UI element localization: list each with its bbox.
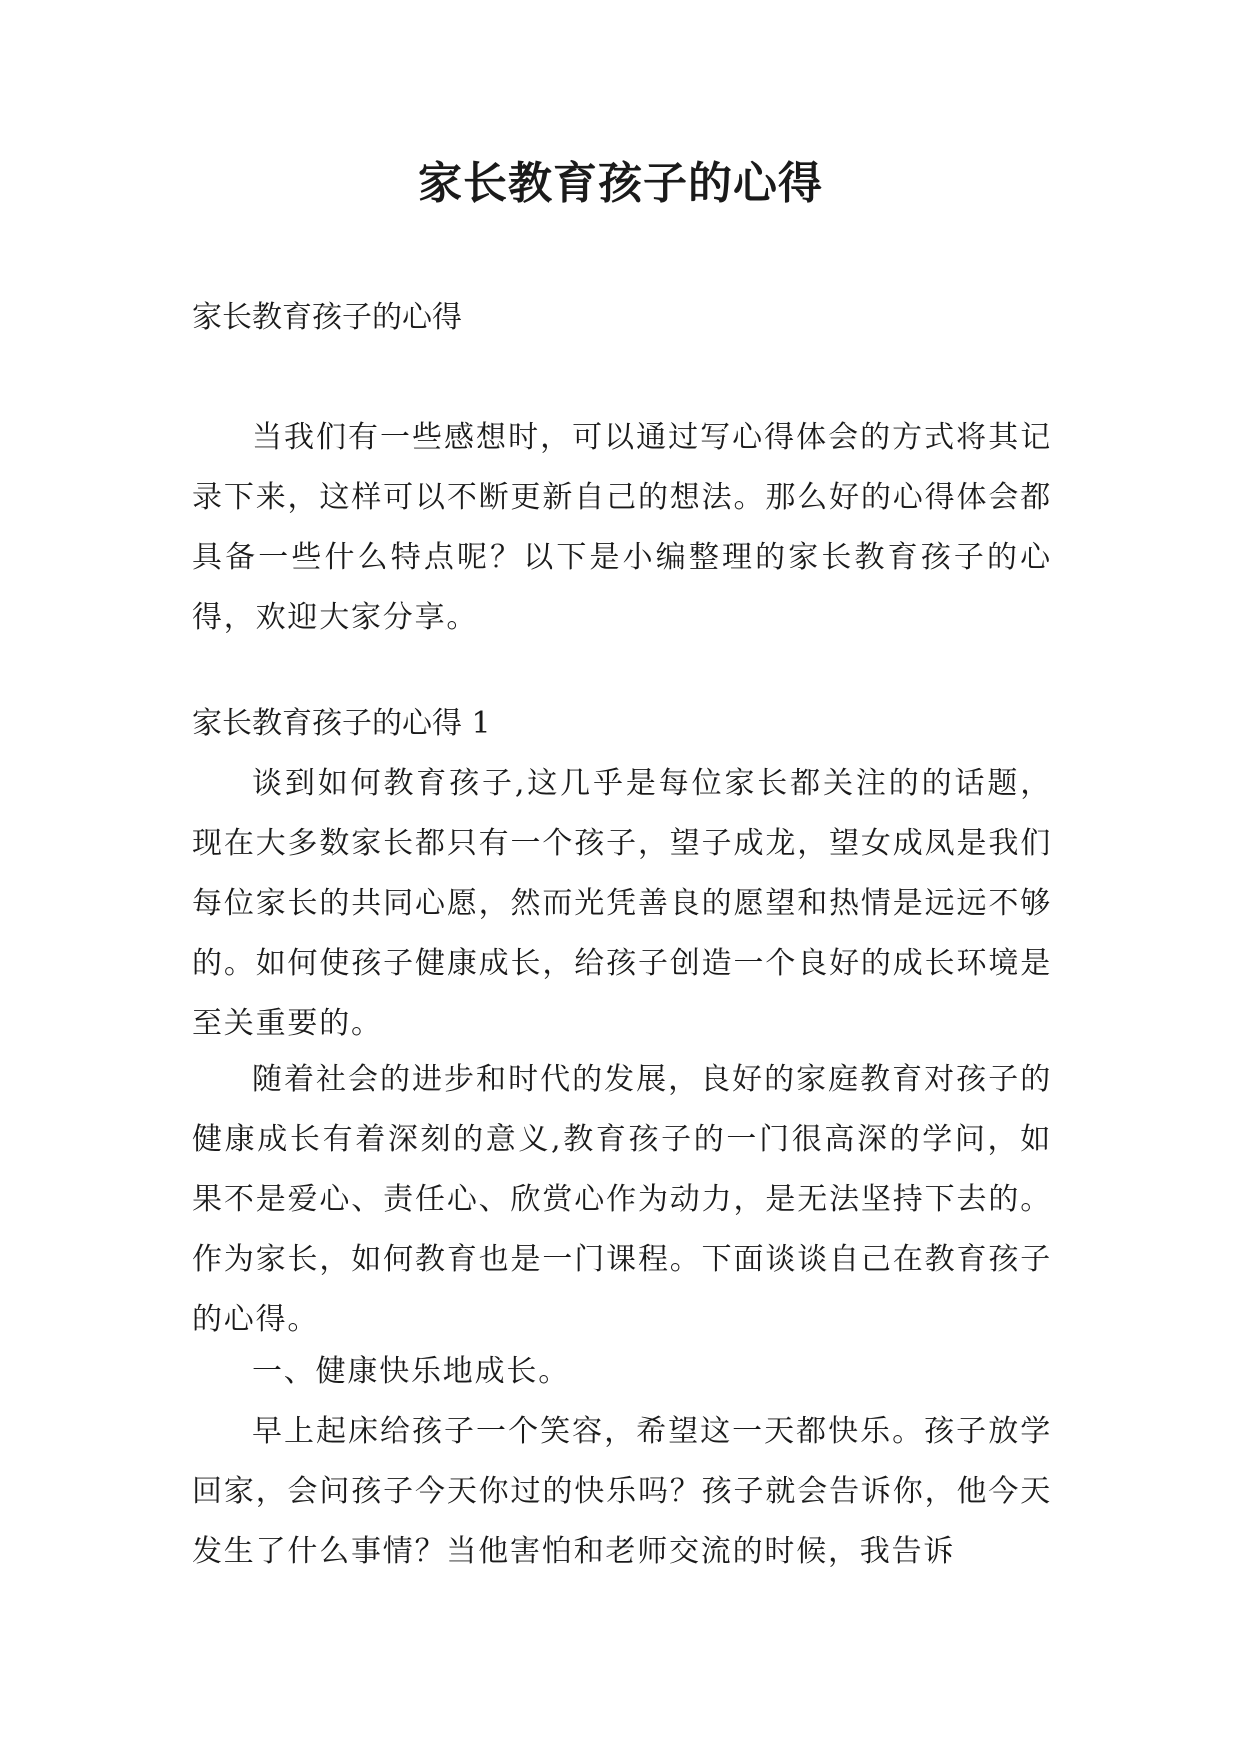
intro-paragraph: 当我们有一些感想时，可以通过写心得体会的方式将其记录下来，这样可以不断更新自己的想法。那么好的心得体会都具备一些什么特点呢？以下是小编整理的家长教育孩子的心得，欢迎大家分享。 xyxy=(192,420,1052,635)
body-paragraph: 随着社会的进步和时代的发展，良好的家庭教育对孩子的健康成长有着深刻的意义,教育孩子的一门很高深的学问，如果不是爱心、责任心、欣赏心作为动力，是无法坚持下去的。作为家长，如何教育也是一门课程。下面谈谈自己在教育孩子的心得。 xyxy=(192,1062,1052,1337)
body-paragraph: 谈到如何教育孩子,这几乎是每位家长都关注的的话题，现在大多数家长都只有一个孩子，望子成龙，望女成凤是我们每位家长的共同心愿，然而光凭善良的愿望和热情是远远不够的。如何使孩子健康成长，给孩子创造一个良好的成长环境是至关重要的。 xyxy=(192,766,1052,1041)
subheading-paragraph: 一、健康快乐地成长。 xyxy=(252,1354,570,1389)
section-heading: 家长教育孩子的心得 1 xyxy=(192,706,491,741)
document-title: 家长教育孩子的心得 xyxy=(418,158,823,209)
body-paragraph: 早上起床给孩子一个笑容，希望这一天都快乐。孩子放学回家，会问孩子今天你过的快乐吗？孩子就会告诉你，他今天发生了什么事情？当他害怕和老师交流的时候，我告诉 xyxy=(192,1414,1052,1569)
document-subtitle: 家长教育孩子的心得 xyxy=(192,300,462,335)
